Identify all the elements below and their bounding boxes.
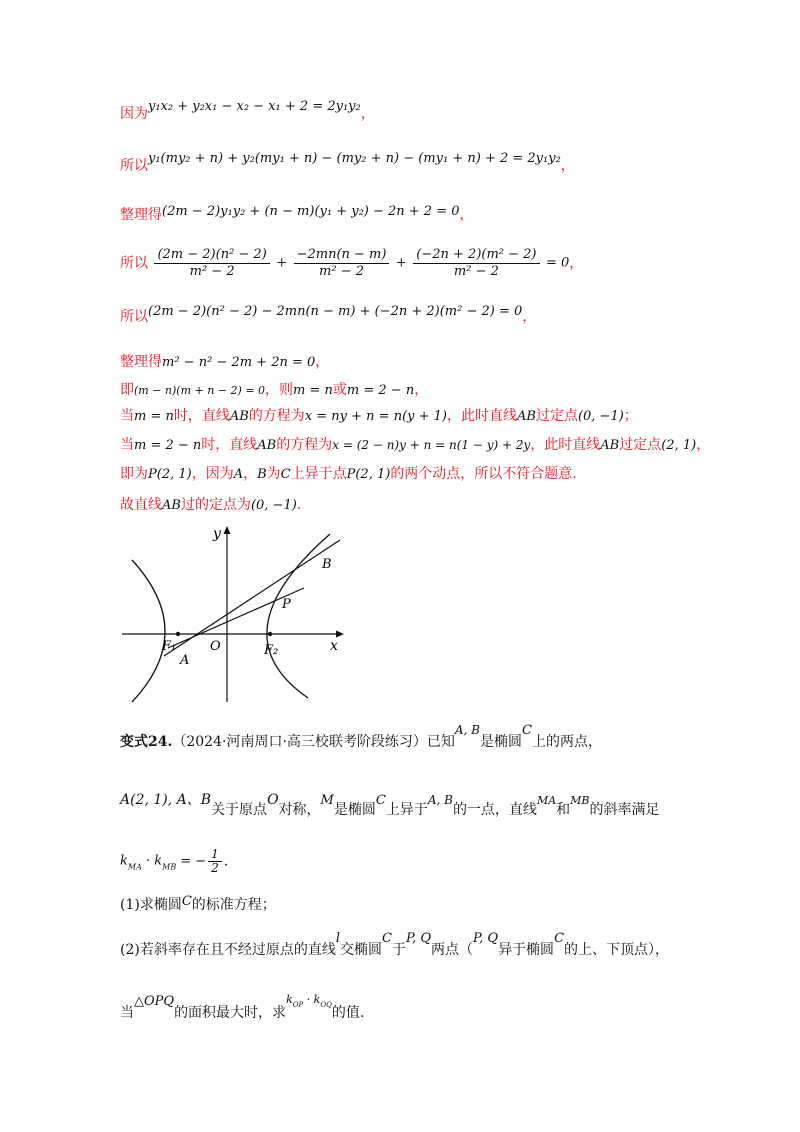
equation: = − bbox=[180, 853, 207, 869]
punctuation: ， bbox=[569, 255, 584, 272]
equation: x = ny + n = n(y + 1) bbox=[304, 409, 447, 424]
text: 的方程为 bbox=[276, 437, 333, 453]
question-2 bbox=[120, 931, 670, 961]
problem-source: （2024·河南周口·高三校联考阶段练习）已知 bbox=[172, 734, 455, 750]
solution-line-7 bbox=[120, 380, 428, 401]
problem-title: 变式24. bbox=[120, 734, 173, 750]
equation: C bbox=[554, 931, 565, 946]
fraction-3 bbox=[413, 247, 539, 280]
text: 的上、下顶点）， bbox=[564, 942, 670, 958]
point-b-label: B bbox=[322, 557, 332, 572]
text: ，因为 bbox=[191, 466, 234, 482]
denominator: m² − 2 bbox=[453, 264, 499, 279]
text: 关于原点 bbox=[211, 802, 268, 818]
equation: A bbox=[233, 467, 244, 482]
text: 过的定点为 bbox=[180, 497, 251, 513]
line-label: 所以 bbox=[120, 309, 148, 325]
equation: m = n bbox=[293, 383, 333, 398]
equation: MB bbox=[570, 794, 590, 807]
subscript: OQ bbox=[320, 1000, 332, 1009]
solution-line-4 bbox=[120, 247, 583, 280]
line-label: 因为 bbox=[120, 106, 148, 122]
numerator: (−2n + 2)(m² − 2) bbox=[413, 247, 539, 264]
equation: P, Q bbox=[405, 931, 432, 946]
problem-line-2 bbox=[120, 792, 660, 821]
text: ，此时直线 bbox=[530, 437, 601, 453]
equation: AB bbox=[162, 498, 181, 513]
punctuation: . bbox=[296, 497, 302, 513]
punctuation: ， bbox=[459, 207, 474, 223]
problem-line-3 bbox=[120, 848, 228, 877]
equation: M bbox=[320, 793, 334, 808]
solution-line-3 bbox=[120, 205, 474, 226]
text: 时，直线 bbox=[173, 408, 230, 424]
text: (1)求椭圆 bbox=[120, 897, 182, 913]
punctuation: ， bbox=[315, 354, 330, 370]
solution-line-10 bbox=[120, 464, 577, 485]
equation: AB bbox=[229, 409, 249, 424]
hyperbola-figure bbox=[118, 520, 350, 706]
punctuation: ， bbox=[360, 106, 375, 122]
equation: m = n bbox=[134, 409, 174, 424]
fraction-1 bbox=[154, 247, 269, 280]
solution-line-9 bbox=[120, 435, 710, 456]
equation: m = 2 − n bbox=[346, 383, 415, 398]
equation: A(2, 1), A、B bbox=[120, 792, 212, 808]
text: 故直线 bbox=[120, 497, 162, 513]
equation: B bbox=[257, 467, 267, 482]
subscript: OP bbox=[292, 1000, 304, 1009]
equation: △OPQ bbox=[134, 994, 175, 1009]
equation: AB bbox=[257, 438, 277, 453]
y-axis-arrow bbox=[224, 526, 231, 534]
text: 和 bbox=[556, 802, 571, 818]
equation: m² − n² − 2m + 2n = 0 bbox=[162, 355, 316, 370]
punctuation: ； bbox=[623, 408, 638, 424]
text: 当 bbox=[120, 408, 134, 424]
point-a-label: A bbox=[180, 653, 190, 668]
equation: · k bbox=[141, 853, 163, 869]
text: 时，直线 bbox=[201, 437, 258, 453]
equation: MA bbox=[536, 794, 557, 807]
text: 对称， bbox=[278, 802, 321, 818]
point-p-label: P bbox=[282, 597, 291, 612]
solution-line-1 bbox=[120, 99, 375, 125]
equation: (2m − 2)(n² − 2) − 2mn(n − m) + (−2n + 2)(m² − 2) = 0 bbox=[148, 304, 523, 319]
subscript: MA bbox=[127, 862, 142, 872]
equation: y₁(my₂ + n) + y₂(my₁ + n) − (my₂ + n) − (my₁ + n) + 2 = 2y₁y₂ bbox=[148, 151, 561, 166]
text: 上的两点， bbox=[531, 734, 602, 750]
text: 的面积最大时，求 bbox=[174, 1005, 287, 1021]
line-label: 整理得 bbox=[120, 207, 162, 223]
text: ，此时直线 bbox=[447, 408, 517, 424]
equation: k bbox=[286, 993, 293, 1006]
punctuation: ， bbox=[696, 437, 711, 453]
equals-zero: = 0 bbox=[545, 255, 570, 271]
focus-f2-label: F₂ bbox=[264, 643, 279, 658]
equation: C bbox=[522, 723, 532, 738]
equation: k bbox=[120, 853, 128, 869]
text: 过定点 bbox=[535, 408, 578, 424]
text: 当 bbox=[120, 1005, 134, 1021]
line-label: 所以 bbox=[120, 158, 148, 174]
focus-f1-label: F₁ bbox=[162, 639, 177, 654]
denominator: 2 bbox=[211, 861, 219, 875]
solution-line-11 bbox=[120, 495, 301, 516]
text: (2)若斜率存在且不经过原点的直线 bbox=[120, 942, 336, 958]
text: 为 bbox=[266, 466, 281, 482]
punctuation: ， bbox=[560, 158, 575, 174]
subscript: MB bbox=[162, 862, 177, 872]
equation: (m − n)(m + n − 2) = 0 bbox=[134, 384, 266, 397]
punctuation: . bbox=[223, 853, 229, 870]
x-axis-arrow bbox=[336, 631, 344, 638]
y-axis-label: y bbox=[213, 526, 221, 542]
text: 或 bbox=[332, 382, 347, 398]
equation: O bbox=[267, 792, 279, 808]
line-label: 整理得 bbox=[120, 354, 162, 370]
text: 是椭圆 bbox=[480, 734, 523, 750]
equation: (0, −1) bbox=[577, 409, 624, 424]
solution-line-6 bbox=[120, 352, 329, 373]
text: 的方程为 bbox=[248, 408, 305, 424]
numerator: (2m − 2)(n² − 2) bbox=[154, 247, 269, 264]
text: 是椭圆 bbox=[333, 802, 376, 818]
fraction-2 bbox=[294, 247, 390, 280]
text: 上异于点 bbox=[290, 466, 347, 482]
numerator: −2mn(n − m) bbox=[294, 247, 390, 264]
numerator: 1 bbox=[208, 848, 222, 862]
equation: · k bbox=[303, 993, 321, 1006]
text: 上异于 bbox=[385, 802, 428, 818]
equation: A, B bbox=[454, 723, 481, 737]
solution-line-5 bbox=[120, 304, 537, 328]
equation: P, Q bbox=[473, 931, 499, 946]
text: 交椭圆 bbox=[340, 942, 383, 958]
question-1 bbox=[120, 895, 276, 916]
origin-label: O bbox=[210, 639, 221, 654]
punctuation: ， bbox=[414, 382, 429, 398]
hyperbola-left-branch bbox=[132, 560, 165, 702]
equation: AB bbox=[517, 409, 536, 424]
hyperbola-right-branch bbox=[267, 534, 330, 698]
x-axis-label: x bbox=[330, 638, 338, 654]
text: ，则 bbox=[265, 382, 294, 398]
text: 的标准方程； bbox=[191, 897, 276, 913]
text: 即 bbox=[120, 382, 134, 398]
equation: A, B bbox=[427, 793, 453, 807]
text: 即为 bbox=[120, 466, 148, 482]
equation: C bbox=[375, 793, 386, 808]
line-label: 所以 bbox=[120, 255, 148, 272]
equation: C bbox=[382, 931, 392, 946]
text: 两点（ bbox=[431, 942, 474, 958]
equation: (2, 1) bbox=[661, 438, 697, 453]
text: 的斜率满足 bbox=[589, 802, 660, 818]
punctuation: ， bbox=[522, 309, 537, 325]
focus-f2-point bbox=[268, 632, 272, 636]
equation: l bbox=[335, 931, 341, 946]
equation: x = (2 − n)y + n = n(1 − y) + 2y bbox=[332, 438, 531, 452]
focus-f1-point bbox=[176, 632, 180, 636]
text: 于 bbox=[391, 942, 406, 958]
equation: y₁x₂ + y₂x₁ − x₂ − x₁ + 2 = 2y₁y₂ bbox=[148, 99, 361, 114]
text: 的值. bbox=[331, 1005, 365, 1021]
equation: C bbox=[280, 467, 291, 482]
text: 过定点 bbox=[619, 437, 662, 453]
text: 异于椭圆 bbox=[498, 942, 555, 958]
solution-line-8 bbox=[120, 406, 638, 427]
text: ， bbox=[243, 466, 258, 482]
equation: m = 2 − n bbox=[134, 438, 202, 453]
text: 的一点，直线 bbox=[452, 802, 537, 818]
equation: C bbox=[181, 894, 192, 909]
denominator: m² − 2 bbox=[189, 264, 235, 279]
solution-line-2 bbox=[120, 151, 575, 177]
equation: P(2, 1) bbox=[346, 467, 391, 482]
plus-sign: + bbox=[395, 255, 407, 271]
plus-sign: + bbox=[276, 255, 288, 271]
equation: (0, −1) bbox=[250, 498, 297, 513]
fraction-one-half bbox=[208, 848, 222, 875]
equation: (2m − 2)y₁y₂ + (n − m)(y₁ + y₂) − 2n + 2 = 0 bbox=[162, 204, 460, 219]
problem-line-1 bbox=[120, 723, 602, 753]
equation: P(2, 1) bbox=[148, 467, 192, 482]
equation: AB bbox=[600, 438, 620, 453]
question-2-continued bbox=[120, 993, 365, 1029]
text: 的两个动点，所以不符合题意. bbox=[390, 466, 577, 482]
denominator: m² − 2 bbox=[319, 264, 365, 279]
text: 当 bbox=[120, 437, 134, 453]
